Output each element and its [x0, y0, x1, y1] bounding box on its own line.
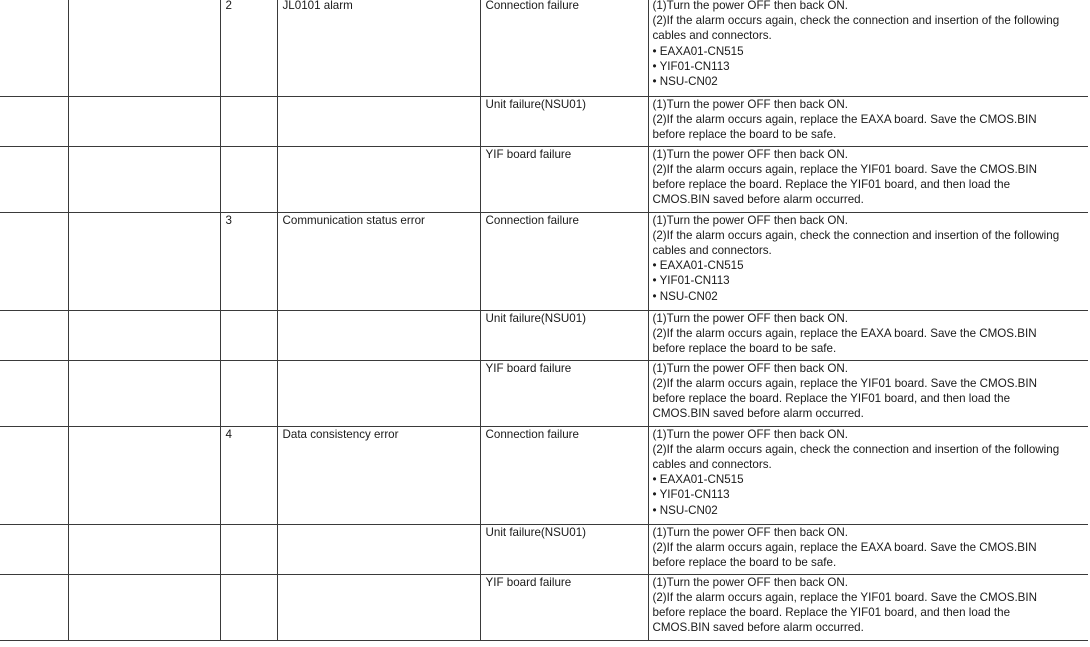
remedy-line: • NSU-CN02	[652, 503, 718, 517]
remedy-line: • YIF01-CN113	[652, 488, 730, 502]
cause-cell: YIF board failure	[480, 146, 648, 212]
table-row	[0, 0, 1088, 96]
cause-cell: Unit failure(NSU01)	[480, 96, 648, 146]
remedy-line: • YIF01-CN113	[652, 274, 730, 288]
cause-cell: Unit failure(NSU01)	[480, 310, 648, 360]
remedy-line: (1)Turn the power OFF then back ON.	[652, 0, 848, 12]
remedy-line: (2)If the alarm occurs again, check the connection and insertion of the following	[652, 228, 1060, 242]
remedy-line: • NSU-CN02	[652, 75, 718, 89]
alarm-name-cell: JL0101 alarm	[277, 0, 480, 96]
alarm-number-cell: 3	[220, 212, 277, 310]
remedy-line: (1)Turn the power OFF then back ON.	[652, 147, 848, 161]
remedy-line: • EAXA01-CN515	[652, 44, 744, 58]
remedy-line: cables and connectors.	[652, 457, 772, 471]
remedy-line: • YIF01-CN113	[652, 59, 730, 73]
remedy-cell	[648, 146, 1088, 212]
blank-cell	[0, 310, 68, 360]
remedy-cell	[648, 574, 1088, 640]
blank-cell	[68, 426, 220, 524]
alarm-name-cell	[277, 574, 480, 640]
remedy-line: before replace the board to be safe.	[652, 341, 837, 355]
alarm-number-cell	[220, 96, 277, 146]
remedy-line: (2)If the alarm occurs again, replace the EAXA board. Save the CMOS.BIN	[652, 112, 1037, 126]
alarm-name-cell: Data consistency error	[277, 426, 480, 524]
remedy-line: CMOS.BIN saved before alarm occurred.	[652, 407, 864, 421]
remedy-line: cables and connectors.	[652, 29, 772, 43]
blank-cell	[68, 0, 220, 96]
remedy-cell	[648, 310, 1088, 360]
cause-cell: Unit failure(NSU01)	[480, 524, 648, 574]
remedy-line: CMOS.BIN saved before alarm occurred.	[652, 621, 864, 635]
blank-cell	[0, 212, 68, 310]
alarm-number-cell	[220, 310, 277, 360]
remedy-line: (1)Turn the power OFF then back ON.	[652, 311, 848, 325]
remedy-line: (1)Turn the power OFF then back ON.	[652, 427, 848, 441]
alarm-number-cell	[220, 360, 277, 426]
remedy-line: (2)If the alarm occurs again, replace the EAXA board. Save the CMOS.BIN	[652, 540, 1037, 554]
alarm-name-cell	[277, 360, 480, 426]
cause-cell: YIF board failure	[480, 574, 648, 640]
blank-cell	[68, 574, 220, 640]
remedy-line: (2)If the alarm occurs again, replace the YIF01 board. Save the CMOS.BIN	[652, 376, 1037, 390]
remedy-cell	[648, 212, 1088, 310]
remedy-line: • EAXA01-CN515	[652, 473, 744, 487]
alarm-name-cell	[277, 524, 480, 574]
table-row	[0, 524, 1088, 574]
remedy-line: • NSU-CN02	[652, 289, 718, 303]
remedy-cell	[648, 96, 1088, 146]
blank-cell	[0, 574, 68, 640]
remedy-line: (2)If the alarm occurs again, replace the YIF01 board. Save the CMOS.BIN	[652, 162, 1037, 176]
alarm-number-cell	[220, 146, 277, 212]
remedy-line: (1)Turn the power OFF then back ON.	[652, 361, 848, 375]
blank-cell	[68, 360, 220, 426]
blank-cell	[68, 310, 220, 360]
cause-cell: Connection failure	[480, 0, 648, 96]
remedy-line: before replace the board to be safe.	[652, 127, 837, 141]
blank-cell	[0, 146, 68, 212]
table-row	[0, 360, 1088, 426]
remedy-line: before replace the board. Replace the YIF01 board, and then load the	[652, 177, 1011, 191]
remedy-line: (1)Turn the power OFF then back ON.	[652, 213, 848, 227]
blank-cell	[68, 212, 220, 310]
remedy-line: cables and connectors.	[652, 243, 772, 257]
remedy-cell	[648, 426, 1088, 524]
alarm-name-cell	[277, 96, 480, 146]
cause-cell: Connection failure	[480, 426, 648, 524]
blank-cell	[68, 524, 220, 574]
alarm-name-cell: Communication status error	[277, 212, 480, 310]
alarm-number-cell	[220, 524, 277, 574]
alarm-name-cell	[277, 310, 480, 360]
remedy-line: (1)Turn the power OFF then back ON.	[652, 525, 848, 539]
table-row	[0, 96, 1088, 146]
alarm-number-cell: 4	[220, 426, 277, 524]
blank-cell	[0, 360, 68, 426]
cause-cell: YIF board failure	[480, 360, 648, 426]
table-row	[0, 426, 1088, 524]
remedy-cell	[648, 0, 1088, 96]
remedy-line: (1)Turn the power OFF then back ON.	[652, 97, 848, 111]
blank-cell	[0, 0, 68, 96]
remedy-line: before replace the board. Replace the YIF01 board, and then load the	[652, 391, 1011, 405]
cause-cell: Connection failure	[480, 212, 648, 310]
remedy-line: (2)If the alarm occurs again, replace the EAXA board. Save the CMOS.BIN	[652, 326, 1037, 340]
remedy-line: (2)If the alarm occurs again, replace the YIF01 board. Save the CMOS.BIN	[652, 590, 1037, 604]
blank-cell	[0, 96, 68, 146]
remedy-cell	[648, 524, 1088, 574]
table-row	[0, 212, 1088, 310]
remedy-line: CMOS.BIN saved before alarm occurred.	[652, 193, 864, 207]
remedy-line: before replace the board to be safe.	[652, 555, 837, 569]
remedy-line: before replace the board. Replace the YIF01 board, and then load the	[652, 605, 1011, 619]
alarm-name-cell	[277, 146, 480, 212]
blank-cell	[0, 524, 68, 574]
blank-cell	[68, 146, 220, 212]
table-row	[0, 574, 1088, 640]
table-row	[0, 146, 1088, 212]
remedy-line: (2)If the alarm occurs again, check the connection and insertion of the following	[652, 14, 1060, 28]
blank-cell	[68, 96, 220, 146]
table-row	[0, 310, 1088, 360]
remedy-line: (2)If the alarm occurs again, check the connection and insertion of the following	[652, 442, 1060, 456]
remedy-line: • EAXA01-CN515	[652, 259, 744, 273]
remedy-line: (1)Turn the power OFF then back ON.	[652, 575, 848, 589]
remedy-cell	[648, 360, 1088, 426]
alarm-number-cell	[220, 574, 277, 640]
blank-cell	[0, 426, 68, 524]
alarm-number-cell: 2	[220, 0, 277, 96]
